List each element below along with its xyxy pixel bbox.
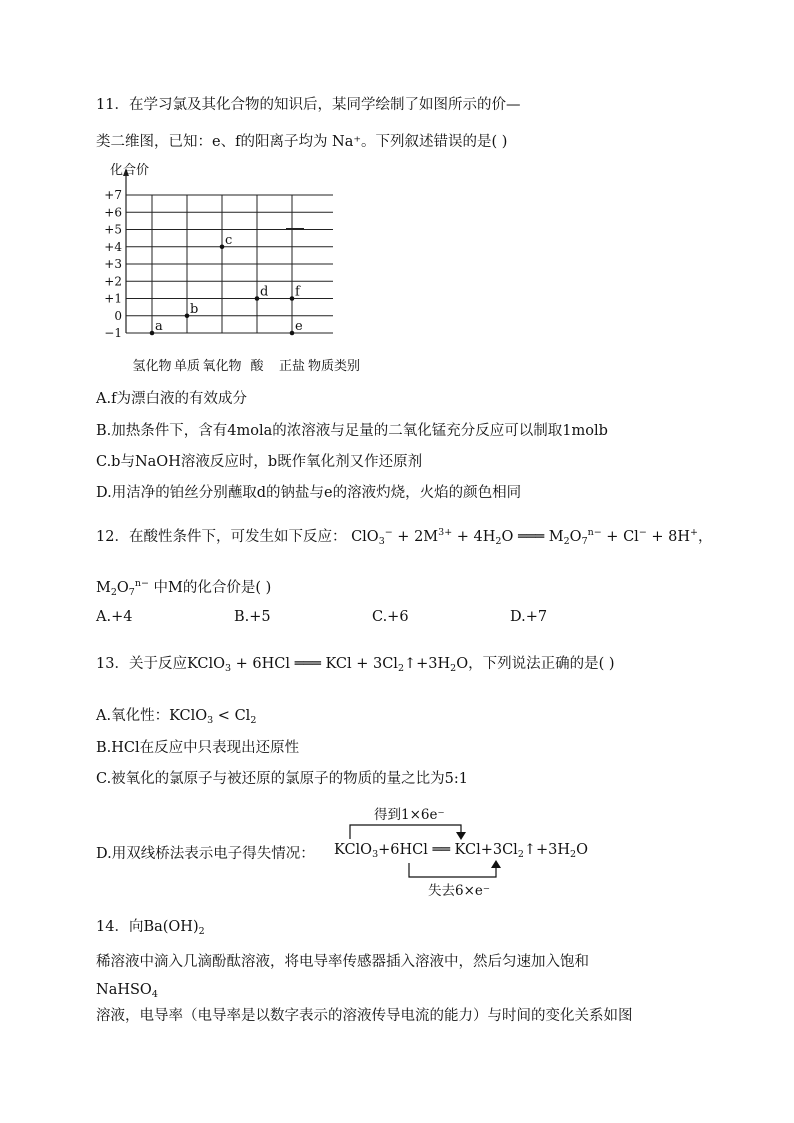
y-tick-label: +7 xyxy=(104,188,122,202)
q13-option-b: B.HCl在反应中只表现出还原性 xyxy=(96,740,300,756)
y-tick-label: +5 xyxy=(104,222,122,237)
point-label-f: f xyxy=(295,284,300,300)
q14-stem-line2: 稀溶液中滴入几滴酚酞溶液，将电导率传感器插入溶液中，然后匀速加入饱和 xyxy=(96,954,589,970)
q12-option-c: C.+6 xyxy=(372,609,409,625)
x-tick-label: 氢化物 xyxy=(132,359,172,374)
point-c xyxy=(220,244,225,249)
x-tick-label: 单质 xyxy=(173,359,201,374)
point-d xyxy=(255,296,260,301)
point-label-b: b xyxy=(190,301,199,317)
q14-formula-nahso4: NaHSO$_4$ xyxy=(96,982,158,1000)
point-label-c: c xyxy=(225,232,233,248)
q14-formula-baoh2: $Ba(OH)_2$ xyxy=(143,919,205,937)
point-label-e: e xyxy=(295,319,303,334)
q12-prefix: 12．在酸性条件下，可发生如下反应： xyxy=(96,529,347,545)
q11-option-c: C.b与NaOH溶液反应时，b既作氧化剂又作还原剂 xyxy=(96,454,423,470)
q12-option-b: B.+5 xyxy=(234,609,271,625)
y-axis-label: 化合价 xyxy=(110,163,150,178)
y-tick-label: 0 xyxy=(114,308,122,323)
q11-stem-line1: 11．在学习氯及其化合物的知识后，某同学绘制了如图所示的价— xyxy=(96,97,521,113)
q13-stem xyxy=(96,652,615,674)
x-tick-label: 酸 xyxy=(250,359,264,374)
loss-electrons-label: 失去6×e⁻ xyxy=(428,883,491,899)
y-tick-label: −1 xyxy=(104,326,122,340)
q13-option-d-prefix: D.用双线桥法表示电子得失情况： xyxy=(96,846,315,862)
q13-option-a-prefix: A.氧化性： xyxy=(96,708,170,724)
q14-stem-line1 xyxy=(96,915,205,937)
q13-equation: KClO$_3$ + 6HCl ═══ KCl + $3Cl_2↑+3H_2O$ xyxy=(186,656,469,674)
q12-stem-line1 xyxy=(96,525,713,547)
y-tick-label: +4 xyxy=(104,239,122,254)
q12-stem-line2 xyxy=(96,576,271,598)
q13-option-c: C.被氧化的氯原子与被还原的氯原子的物质的量之比为5:1 xyxy=(96,771,469,787)
q11-stem-line2: 类二维图，已知：e、f的阳离子均为 Na⁺。下列叙述错误的是( ) xyxy=(96,134,508,150)
q11-option-d: D.用洁净的铂丝分别蘸取d的钠盐与e的溶液灼烧，火焰的颜色相同 xyxy=(96,485,522,501)
point-f xyxy=(290,296,295,301)
q13-option-a xyxy=(96,704,256,726)
point-b xyxy=(185,313,190,318)
valence-class-chart xyxy=(90,158,380,378)
point-label-d: d xyxy=(260,284,269,300)
y-tick-label: +6 xyxy=(104,205,122,220)
q12-line2-suffix: 中M的化合价是( ) xyxy=(153,580,272,596)
q11-option-a: A.f为漂白液的有效成分 xyxy=(96,391,247,407)
q13-suffix: ，下列说法正确的是( ) xyxy=(468,656,615,672)
x-tick-label: 正盐 xyxy=(278,359,306,374)
q12-option-a: A.+4 xyxy=(96,609,133,625)
y-tick-label: +3 xyxy=(104,257,122,271)
y-tick-label: +2 xyxy=(104,274,122,289)
bridge-equation: KClO$_3$+6HCl ══ $KCl+3Cl_2↑+3H_2O$ xyxy=(334,842,588,860)
q11-option-b: B.加热条件下，含有4mola的浓溶液与足量的二氧化锰充分反应可以制取1molb xyxy=(96,423,608,439)
q12-option-d: D.+7 xyxy=(510,609,548,625)
point-a xyxy=(150,331,155,336)
x-tick-label: 氧化物 xyxy=(202,359,242,374)
q13-prefix: 13．关于反应 xyxy=(96,656,187,672)
q13-option-a-formula: KClO$_3$ < $Cl_2$ xyxy=(169,708,257,726)
gain-electrons-label: 得到1×6e⁻ xyxy=(374,807,445,823)
q14-stem-line4: 溶液，电导率（电导率是以数字表示的溶液传导电流的能力）与时间的变化关系如图 xyxy=(96,1008,633,1024)
x-axis-label: 物质类别 xyxy=(308,359,361,374)
q14-prefix: 14．向 xyxy=(96,919,144,935)
point-e xyxy=(290,331,295,336)
y-tick-label: +1 xyxy=(104,291,122,306)
q12-ion-formula: $M_2O_7^{n-}$ xyxy=(96,578,149,598)
q12-equation: $ClO_3^- + 2M^{3+} + 4H_2O$ ═══ $M_2O_7^{n-} + Cl^- + 8H^+$， xyxy=(351,527,713,547)
double-bridge-diagram xyxy=(334,801,594,899)
point-label-a: a xyxy=(155,319,163,334)
